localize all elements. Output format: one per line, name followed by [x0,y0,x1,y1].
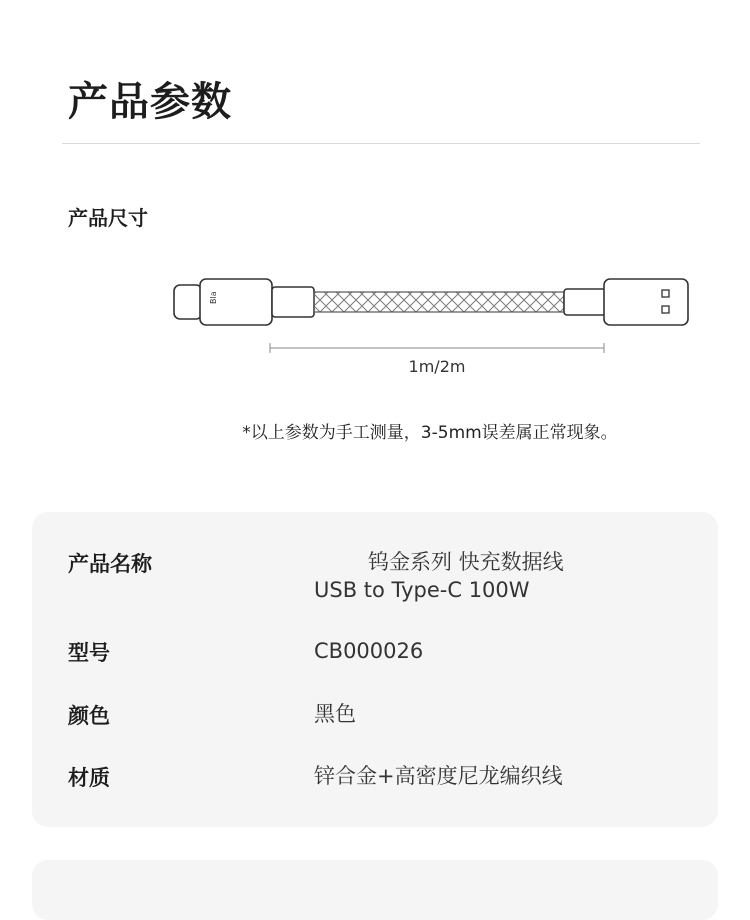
cable-length-label: 1m/2m [408,357,466,376]
spec-label: 颜色 [68,704,110,728]
type-c-tip [174,285,202,319]
spec-value: 黑色 [314,702,356,726]
spec-label: 材质 [68,766,110,790]
spec-value [314,548,564,604]
top-band [0,0,750,60]
type-c-strain-relief [272,287,314,317]
spec-label: 产品名称 [68,552,152,576]
braided-cable [314,292,564,312]
usb-strain-relief [564,289,606,315]
next-card [32,860,718,920]
title-divider [62,143,700,144]
page-title: 产品参数 [68,79,232,125]
spec-value: 锌合金+高密度尼龙编织线 [314,764,563,788]
section-title-dimensions: 产品尺寸 [68,206,148,230]
connector-mark: Bla [209,291,218,304]
spec-value: CB000026 [314,639,424,663]
spec-value-line: 钨金系列 快充数据线 [368,550,564,574]
cable-dimension-diagram [170,270,700,360]
measurement-note: *以上参数为手工测量，3-5mm误差属正常现象。 [242,423,618,443]
spec-card [32,512,718,827]
usb-housing [604,279,688,325]
spec-value-line: USB to Type-C 100W [314,578,530,602]
spec-label: 型号 [68,641,110,665]
